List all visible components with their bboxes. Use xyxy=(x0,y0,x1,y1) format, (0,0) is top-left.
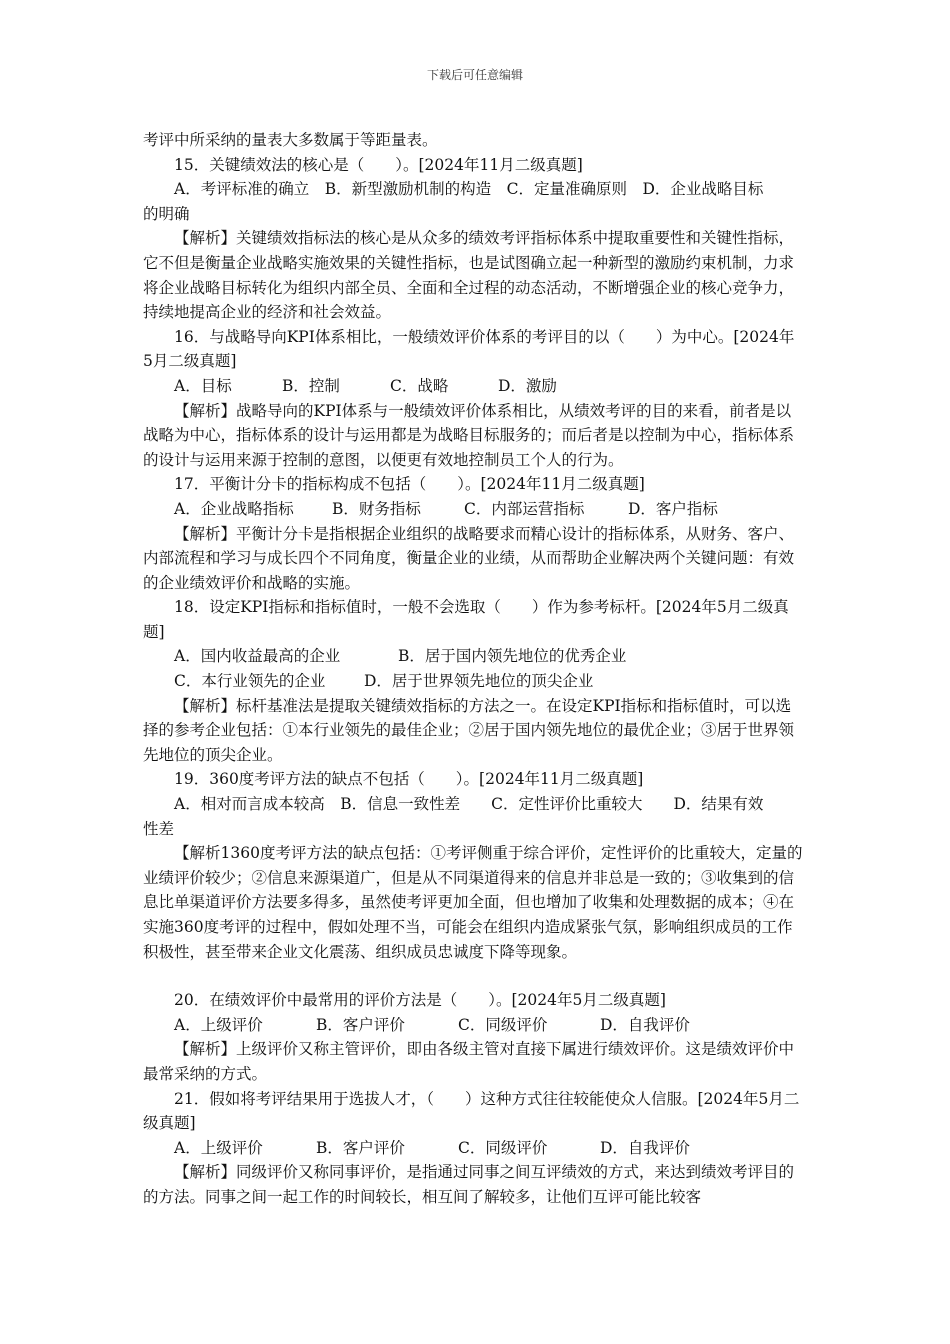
option-a: A．目标 xyxy=(174,376,232,395)
question-17-analysis: 【解析】平衡计分卡是指根据企业组织的战略要求而精心设计的指标体系，从财务、客户、内部流程和学习与成长四个不同角度，衡量企业的业绩，从而帮助企业解决两个关键问题：有效的企业绩效评价和战略的实施。 xyxy=(143,524,795,592)
question-15-options-cont: 的明确 xyxy=(143,204,190,223)
option-a: A．上级评价 xyxy=(174,1015,263,1034)
spacer xyxy=(143,964,803,988)
option-b: B．财务指标 xyxy=(332,499,421,518)
option-d: D．自我评价 xyxy=(600,1015,690,1034)
question-21-options xyxy=(143,1136,803,1161)
question-16: 16．与战略导向KPI体系相比，一般绩效评价体系的考评目的以（ ）为中心。[2024年5月二级真题] xyxy=(143,327,795,371)
question-20: 20．在绩效评价中最常用的评价方法是（ ）。[2024年5月二级真题] xyxy=(174,991,666,1010)
page-header: 下载后可任意编辑 xyxy=(426,68,523,82)
option-c: C．同级评价 xyxy=(458,1015,548,1034)
question-20-analysis: 【解析】上级评价又称主管评价，即由各级主管对直接下属进行绩效评价。这是绩效评价中最常采纳的方式。 xyxy=(143,1040,795,1083)
question-16-analysis: 【解析】战略导向的KPI体系与一般绩效评价体系相比，从绩效考评的目的来看，前者是以战略为中心，指标体系的设计与运用都是为战略目标服务的；而后者是以控制为中心，指标体系的设计与运用来源于控制的意图，以便更有效地控制员工个人的行为。 xyxy=(143,401,795,469)
option-c: C．同级评价 xyxy=(458,1138,548,1157)
question-15-options: A．考评标准的确立 B．新型激励机制的构造 C．定量准确原则 D．企业战略目标 xyxy=(174,180,764,199)
option-a: A．上级评价 xyxy=(174,1138,263,1157)
question-20-options xyxy=(143,1013,803,1038)
question-18: 18．设定KPI指标和指标值时，一般不会选取（ ）作为参考标杆。[2024年5月二级真题] xyxy=(143,598,789,641)
option-b: B．客户评价 xyxy=(316,1015,405,1034)
option-d: D．自我评价 xyxy=(600,1138,690,1157)
lead-text: 考评中所采纳的量表大多数属于等距量表。 xyxy=(143,131,438,149)
question-21-analysis: 【解析】同级评价又称同事评价，是指通过同事之间互评绩效的方式，来达到绩效考评目的的方法。同事之间一起工作的时间较长，相互间了解较多，让他们互评可能比较客 xyxy=(143,1163,795,1206)
question-16-options xyxy=(143,374,803,399)
option-b: B．居于国内领先地位的优秀企业 xyxy=(398,647,627,666)
document-body xyxy=(143,128,803,1210)
question-17: 17．平衡计分卡的指标构成不包括（ ）。[2024年11月二级真题] xyxy=(174,475,645,494)
question-15-analysis: 【解析】关键绩效指标法的核心是从众多的绩效考评指标体系中提取重要性和关键性指标，它不但是衡量企业战略实施效果的关键性指标，也是试图确立起一种新型的激励约束机制，力求将企业战略目标转化为组织内部全员、全面和全过程的动态活动，不断增强企业的核心竞争力，持续地提高企业的经济和社会效益。 xyxy=(143,229,795,322)
option-b: B．客户评价 xyxy=(316,1138,405,1157)
question-18-options-row2 xyxy=(143,669,803,694)
question-19: 19．360度考评方法的缺点不包括（ ）。[2024年11月二级真题] xyxy=(174,770,644,789)
option-c: C．战略 xyxy=(390,376,449,395)
option-a: A．企业战略指标 xyxy=(174,499,294,518)
question-17-options xyxy=(143,497,803,522)
option-a: A．国内收益最高的企业 xyxy=(174,647,341,666)
question-19-options-cont: 性差 xyxy=(143,819,175,838)
option-d: D．激励 xyxy=(498,376,557,395)
question-18-analysis: 【解析】标杆基准法是提取关键绩效指标的方法之一。在设定KPI指标和指标值时，可以选择的参考企业包括：①本行业领先的最佳企业；②居于国内领先地位的最优企业；③居于世界领先地位的顶尖企业。 xyxy=(143,696,795,764)
option-c: C．内部运营指标 xyxy=(464,499,585,518)
question-19-analysis: 【解析1360度考评方法的缺点包括：①考评侧重于综合评价，定性评价的比重较大，定量的业绩评价较少；②信息来源渠道广，但是从不同渠道得来的信息并非总是一致的；③收集到的信息比单渠道评价方法要多得多，虽然使考评更加全面，但也增加了收集和处理数据的成本；④在实施360度考评的过程中，假如处理不当，可能会在组织内造成紧张气氛，影响组织成员的工作积极性，甚至带来企业文化震荡、组织成员忠诚度下降等现象。 xyxy=(143,844,803,961)
question-21: 21．假如将考评结果用于选拔人才，（ ）这种方式往往较能使众人信服。[2024年5月二级真题] xyxy=(143,1089,800,1133)
question-19-options: A．相对而言成本较高 B．信息一致性差 C．定性评价比重较大 D．结果有效 xyxy=(174,795,764,814)
question-15: 15．关键绩效法的核心是（ ）。[2024年11月二级真题] xyxy=(174,155,583,174)
option-d: D．居于世界领先地位的顶尖企业 xyxy=(364,672,594,691)
option-b: B．控制 xyxy=(282,376,340,395)
option-d: D．客户指标 xyxy=(628,499,718,518)
option-c: C．本行业领先的企业 xyxy=(174,672,326,691)
question-18-options-row1 xyxy=(143,644,803,669)
